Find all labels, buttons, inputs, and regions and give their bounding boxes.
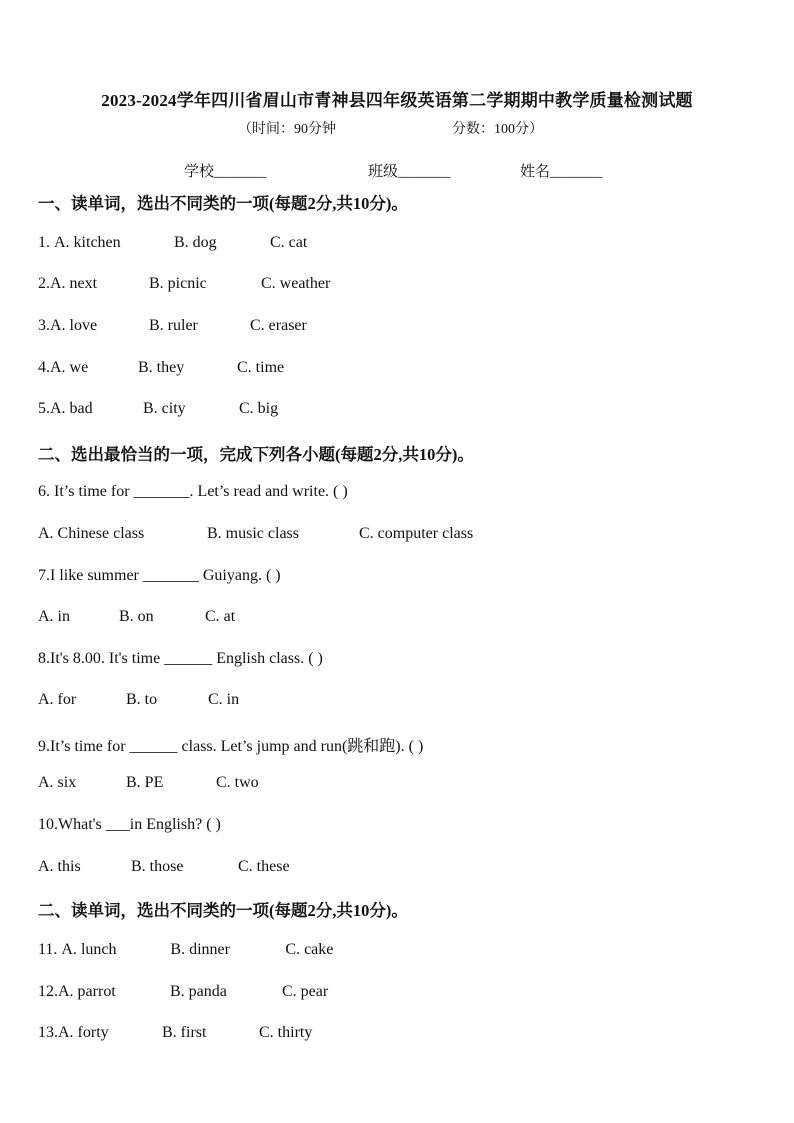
question-5 [38, 400, 278, 418]
option-b: B. to [126, 691, 158, 708]
option-c: C. two [216, 774, 259, 791]
option-c: C. these [238, 858, 290, 875]
option-a: A. Chinese class [38, 525, 145, 542]
option-a: A. love [50, 317, 98, 334]
section-2-title: 二、选出最恰当的一项，完成下列各小题(每题2分,共10分)。 [38, 445, 474, 464]
option-a: A. lunch [61, 941, 117, 958]
option-c: C. eraser [250, 317, 307, 334]
option-c: C. time [237, 359, 285, 376]
question-6-options [38, 525, 473, 543]
option-c: C. cat [270, 234, 308, 251]
exam-score: 分数：100分） [452, 122, 543, 137]
option-a: A. in [38, 608, 70, 625]
question-number: 4. [38, 359, 50, 376]
option-b: B. PE [126, 774, 164, 791]
question-7-options [38, 608, 235, 626]
exam-time: （时间：90分钟 [238, 122, 336, 137]
question-6: 6. It’s time for _______. Let’s read and write. ( ) [38, 483, 348, 500]
option-c: C. pear [282, 983, 329, 1000]
option-c: C. at [205, 608, 236, 625]
option-a: A. next [50, 275, 98, 292]
class-field: 班级_______ [368, 164, 451, 180]
option-b: B. music class [207, 525, 299, 542]
option-b: B. first [162, 1024, 207, 1041]
option-a: A. for [38, 691, 77, 708]
option-a: A. bad [50, 400, 93, 417]
option-c: C. computer class [359, 525, 474, 542]
option-c: C. thirty [259, 1024, 313, 1041]
question-13 [38, 1024, 312, 1042]
option-b: B. panda [170, 983, 227, 1000]
question-3 [38, 317, 307, 335]
question-1 [38, 234, 307, 252]
option-a: A. forty [58, 1024, 109, 1041]
question-9: 9.It’s time for ______ class. Let’s jump and run(跳和跑). ( ) [38, 738, 424, 755]
section-1-title: 一、读单词，选出不同类的一项(每题2分,共10分)。 [38, 194, 408, 213]
option-b: B. ruler [149, 317, 198, 334]
option-c: C. weather [261, 275, 331, 292]
question-7: 7.I like summer _______ Guiyang. ( ) [38, 567, 281, 584]
option-b: B. they [138, 359, 185, 376]
option-b: B. city [143, 400, 186, 417]
question-2 [38, 275, 330, 293]
question-8-options [38, 691, 239, 709]
option-a: A. this [38, 858, 81, 875]
question-12 [38, 983, 328, 1001]
name-field: 姓名_______ [520, 164, 603, 180]
option-a: A. six [38, 774, 77, 791]
school-field: 学校_______ [184, 164, 267, 180]
question-9-options [38, 774, 259, 792]
question-number: 13. [38, 1024, 58, 1041]
question-10: 10.What's ___in English? ( ) [38, 816, 221, 833]
section-3-title: 二、读单词，选出不同类的一项(每题2分,共10分)。 [38, 901, 408, 920]
option-a: A. we [50, 359, 89, 376]
option-b: B. picnic [149, 275, 207, 292]
question-8: 8.It's 8.00. It's time ______ English class. ( ) [38, 650, 323, 667]
option-c: C. cake [285, 941, 334, 958]
option-a: A. parrot [58, 983, 116, 1000]
option-a: A. kitchen [54, 234, 121, 251]
option-b: B. dinner [170, 941, 230, 958]
page-title: 2023-2024学年四川省眉山市青神县四年级英语第二学期期中教学质量检测试题 [101, 91, 693, 110]
question-number: 3. [38, 317, 50, 334]
question-number: 1. [38, 234, 54, 251]
question-number: 5. [38, 400, 50, 417]
option-b: B. those [131, 858, 184, 875]
option-c: C. in [208, 691, 240, 708]
option-b: B. on [119, 608, 154, 625]
question-10-options [38, 858, 290, 876]
option-c: C. big [239, 400, 279, 417]
question-number: 12. [38, 983, 58, 1000]
question-4 [38, 359, 284, 377]
question-11 [38, 941, 333, 959]
question-number: 11. [38, 941, 62, 958]
question-number: 2. [38, 275, 50, 292]
option-b: B. dog [174, 234, 217, 251]
